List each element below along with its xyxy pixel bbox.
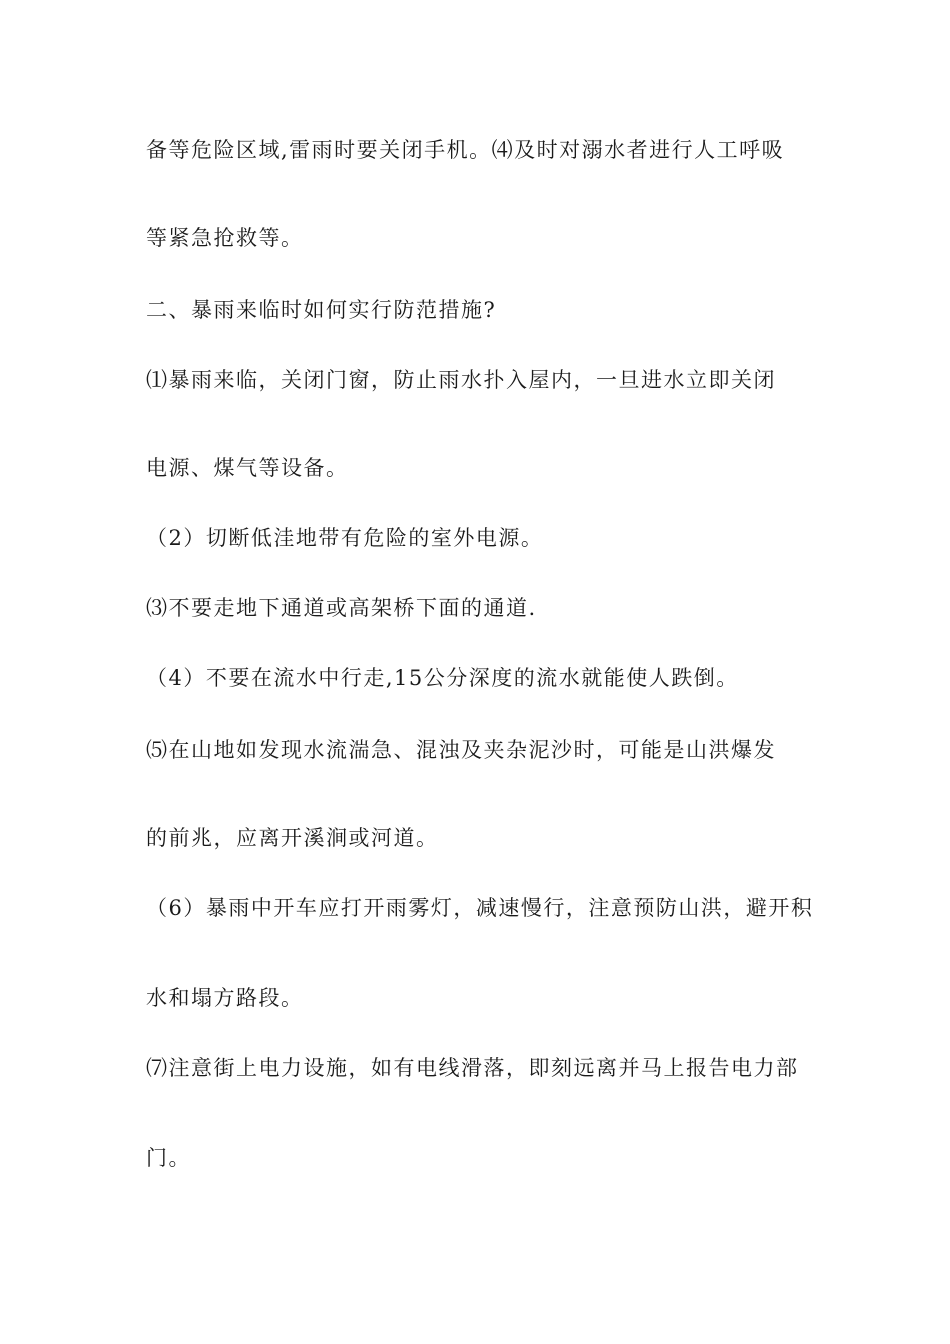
text-line-14: 门。 xyxy=(146,1146,191,1170)
text-line-11: （6）暴雨中开车应打开雨雾灯，减速慢行，注意预防山洪，避开积 xyxy=(146,896,814,920)
text-line-1: 备等危险区域,雷雨时要关闭手机。⑷及时对溺水者进行人工呼吸 xyxy=(146,138,785,162)
text-line-9: ⑸在山地如发现水流湍急、混浊及夹杂泥沙时，可能是山洪爆发 xyxy=(146,738,776,762)
text-line-10: 的前兆，应离开溪涧或河道。 xyxy=(146,826,439,850)
text-line-6: （2）切断低洼地带有危险的室外电源。 xyxy=(146,526,544,550)
text-line-13: ⑺注意街上电力设施，如有电线滑落，即刻远离并马上报告电力部 xyxy=(146,1056,799,1080)
text-line-5: 电源、煤气等设备。 xyxy=(146,456,349,480)
text-line-7: ⑶不要走地下通道或高架桥下面的通道. xyxy=(146,596,537,620)
section-heading: 二、暴雨来临时如何实行防范措施? xyxy=(146,298,497,322)
text-line-12: 水和塌方路段。 xyxy=(146,986,304,1010)
text-line-8: （4）不要在流水中行走,15公分深度的流水就能使人跌倒。 xyxy=(146,666,739,690)
text-line-2: 等紧急抢救等。 xyxy=(146,226,304,250)
text-line-4: ⑴暴雨来临，关闭门窗，防止雨水扑入屋内，一旦进水立即关闭 xyxy=(146,368,776,392)
